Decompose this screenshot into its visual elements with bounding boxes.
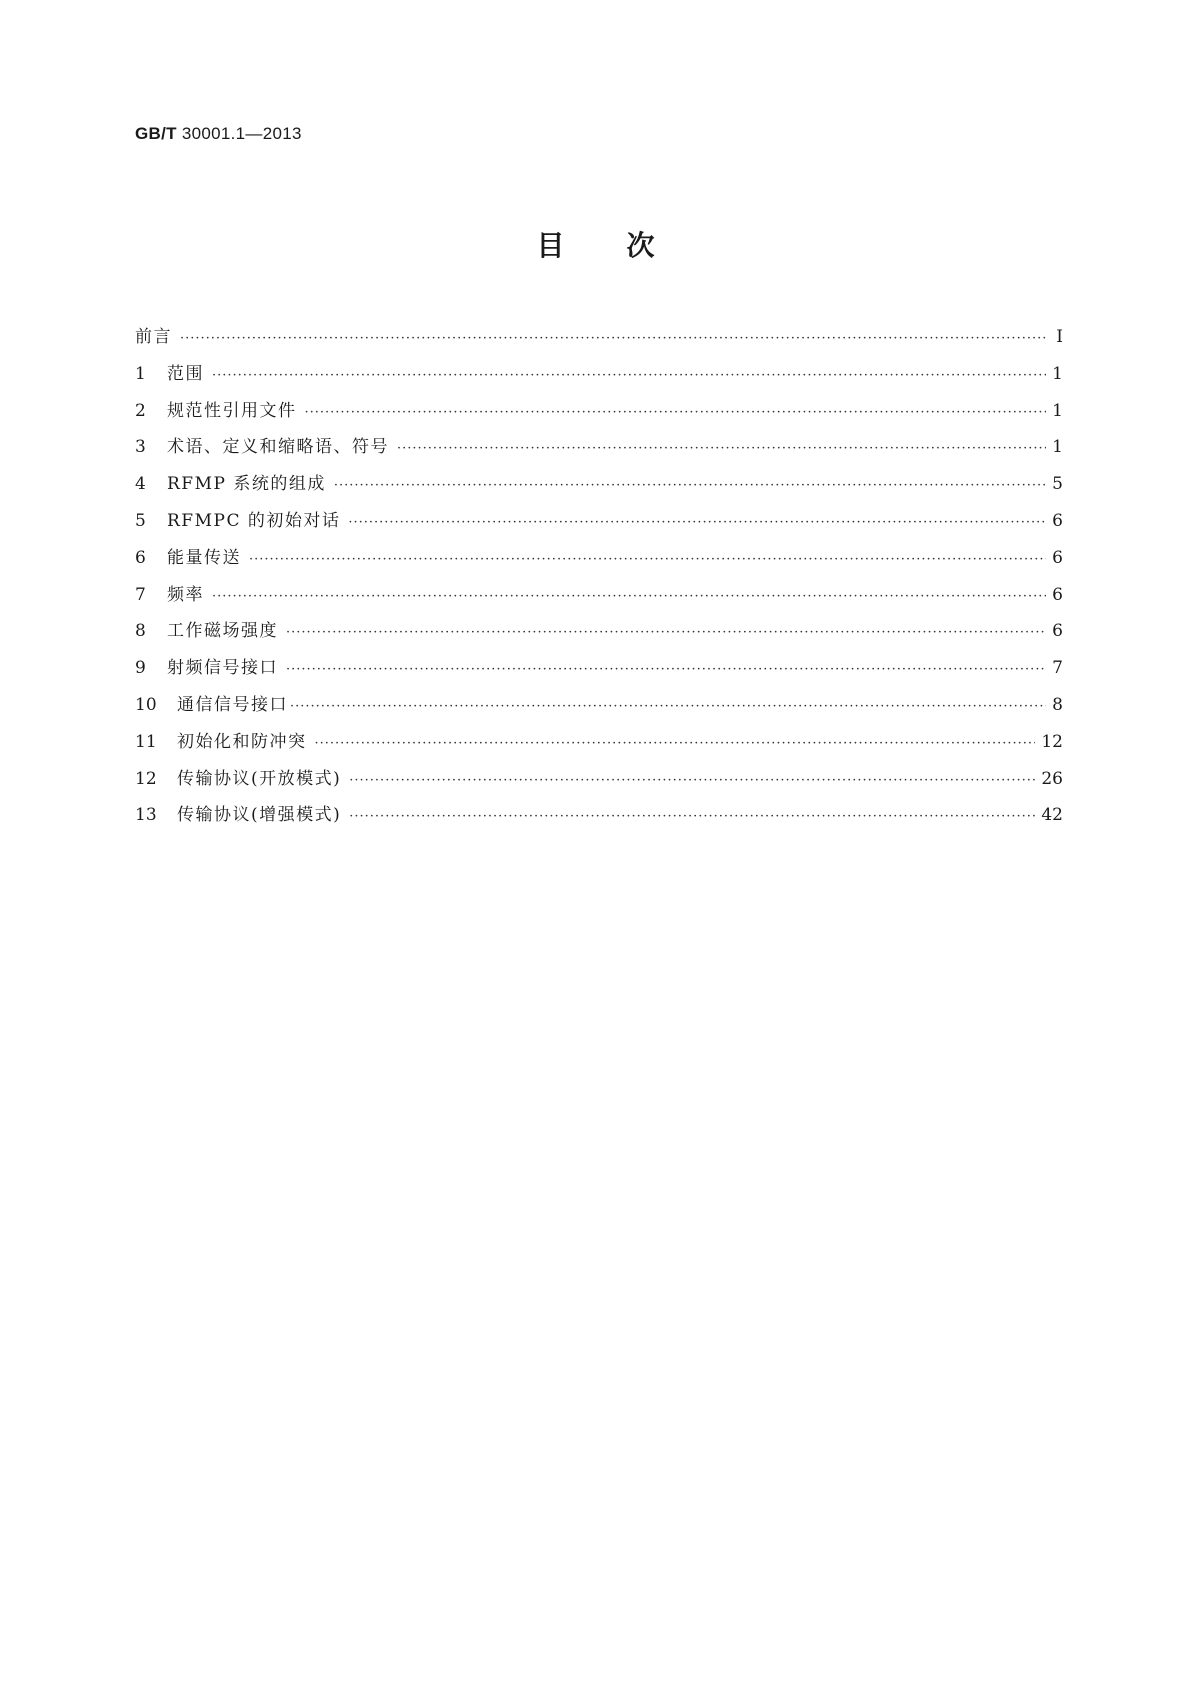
toc-leader-dots [290, 699, 1046, 714]
toc-entry-title: 能量传送 [167, 547, 241, 568]
toc-entry-page: 6 [1052, 510, 1063, 531]
toc-entry-12[interactable] [135, 764, 1063, 801]
toc-leader-dots [397, 441, 1046, 456]
toc-entry-page: 1 [1052, 400, 1063, 421]
toc-entry-title: 传输协议(增强模式) [177, 805, 342, 826]
toc-entry-10[interactable] [135, 690, 1063, 727]
toc-entry-number: 8 [135, 621, 146, 642]
toc-leader-dots [349, 773, 1035, 788]
toc-entry-7[interactable] [135, 580, 1063, 617]
toc-leader-dots [286, 625, 1046, 640]
toc-entry-page: 7 [1052, 658, 1063, 679]
toc-entry-13[interactable] [135, 800, 1063, 837]
toc-entry-8[interactable] [135, 616, 1063, 653]
toc-entry-preface[interactable] [135, 322, 1063, 359]
toc-leader-dots [286, 662, 1046, 677]
toc-entry-title: 工作磁场强度 [167, 621, 278, 642]
toc-leader-dots [249, 552, 1046, 567]
toc-entry-3[interactable] [135, 432, 1063, 469]
toc-leader-dots [180, 331, 1047, 346]
toc-entry-title: 通信信号接口 [177, 694, 288, 715]
toc-entry-9[interactable] [135, 653, 1063, 690]
toc-entry-title: 规范性引用文件 [167, 400, 297, 421]
toc-leader-dots [212, 368, 1046, 383]
toc-entry-number: 5 [135, 510, 146, 531]
toc-entry-4[interactable] [135, 469, 1063, 506]
toc-entry-page: 6 [1052, 621, 1063, 642]
toc-entry-11[interactable] [135, 727, 1063, 764]
toc-entry-page: 1 [1052, 437, 1063, 458]
toc-entry-page: 12 [1041, 731, 1063, 752]
toc-entry-title: 前言 [135, 327, 172, 347]
toc-leader-dots [334, 478, 1046, 493]
toc-leader-dots [348, 515, 1046, 530]
toc-entry-number: 11 [135, 731, 157, 752]
toc-entry-number: 12 [135, 768, 157, 789]
toc-entry-title: 范围 [167, 363, 204, 384]
toc-leader-dots [315, 736, 1036, 751]
toc-entry-page: 26 [1041, 768, 1063, 789]
toc-entry-title: 传输协议(开放模式) [177, 768, 342, 789]
toc-entry-page: Ⅰ [1056, 327, 1063, 347]
toc-entry-1[interactable] [135, 359, 1063, 396]
toc-entry-title: RFMP 系统的组成 [167, 474, 326, 495]
toc-title: 目次 [536, 229, 717, 262]
toc-entry-title: 初始化和防冲突 [177, 731, 307, 752]
toc-entry-2[interactable] [135, 396, 1063, 433]
toc-entry-number: 2 [135, 400, 146, 421]
table-of-contents [135, 322, 1063, 837]
toc-entry-number: 6 [135, 547, 146, 568]
toc-entry-page: 6 [1052, 584, 1063, 605]
toc-entry-number: 3 [135, 437, 146, 458]
toc-entry-5[interactable] [135, 506, 1063, 543]
toc-entry-title: RFMPC 的初始对话 [167, 510, 341, 531]
toc-entry-number: 1 [135, 363, 146, 384]
toc-entry-number: 13 [135, 805, 157, 826]
toc-entry-title: 术语、定义和缩略语、符号 [167, 437, 389, 458]
toc-entry-number: 10 [135, 694, 157, 715]
toc-entry-page: 8 [1052, 694, 1063, 715]
document-code-prefix: GB/T [135, 124, 177, 143]
toc-entry-page: 5 [1052, 474, 1063, 495]
document-code-number: 30001.1—2013 [181, 124, 302, 143]
toc-entry-page: 42 [1041, 805, 1063, 826]
toc-entry-title: 频率 [167, 584, 204, 605]
toc-leader-dots [212, 589, 1046, 604]
toc-entry-page: 6 [1052, 547, 1063, 568]
toc-leader-dots [349, 809, 1035, 824]
toc-entry-page: 1 [1052, 363, 1063, 384]
toc-entry-number: 9 [135, 658, 146, 679]
document-code [135, 124, 302, 144]
toc-entry-6[interactable] [135, 543, 1063, 580]
toc-leader-dots [305, 405, 1047, 420]
toc-entry-number: 7 [135, 584, 146, 605]
toc-entry-title: 射频信号接口 [167, 658, 278, 679]
toc-entry-number: 4 [135, 474, 146, 495]
